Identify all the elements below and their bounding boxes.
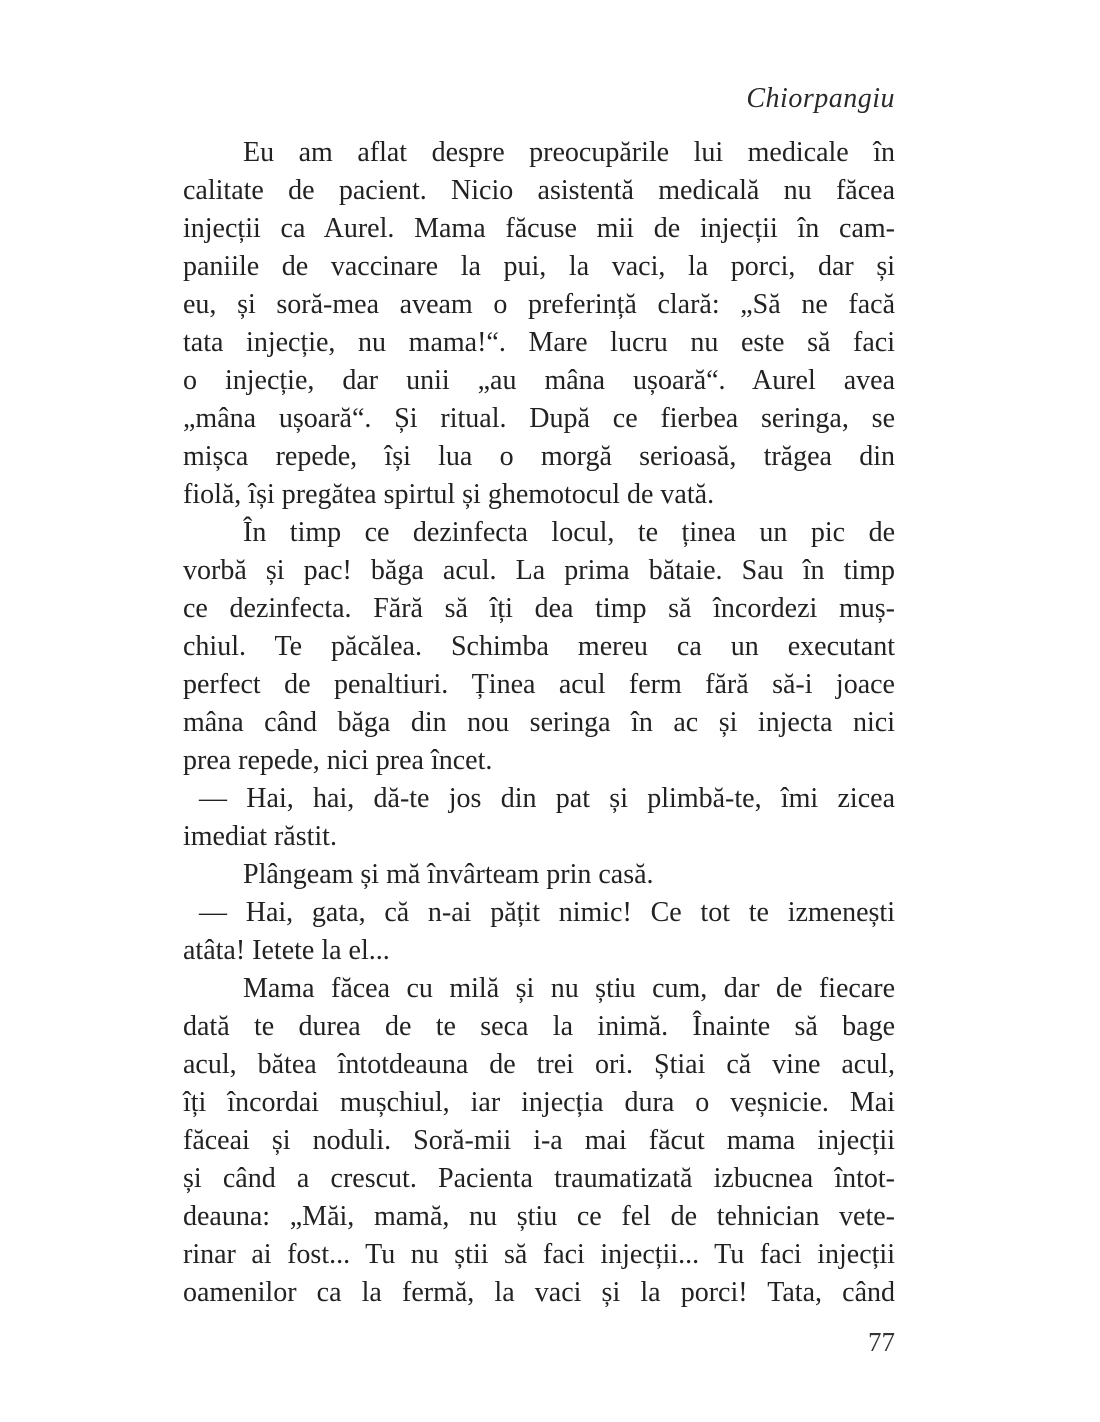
text-line: Mama făcea cu milă și nu știu cum, dar de fiecare xyxy=(243,973,895,1004)
text-line: mâna când băga din nou seringa în ac și injecta nici xyxy=(183,707,895,738)
text-line: oamenilor ca la fermă, la vaci și la porci! Tata, când xyxy=(183,1277,895,1308)
text-line: rinar ai fost... Tu nu știi să faci injecții... Tu faci injecții xyxy=(183,1239,895,1270)
text-line: vorbă și pac! băga acul. La prima bătaie. Sau în timp xyxy=(183,555,895,586)
paragraph-dialogue xyxy=(183,780,895,856)
text-line: „mâna ușoară“. Și ritual. După ce fierbea seringa, se xyxy=(183,403,895,434)
text-line: paniile de vaccinare la pui, la vaci, la porci, dar și xyxy=(183,251,895,282)
text-line: fiolă, își pregătea spirtul și ghemotocul de vată. xyxy=(183,479,715,510)
paragraph xyxy=(183,134,895,514)
text-line: perfect de penaltiuri. Ținea acul ferm fără să-i joace xyxy=(183,669,895,700)
page-number: 77 xyxy=(868,1327,895,1357)
text-line: ce dezinfecta. Fără să îți dea timp să încordezi muș- xyxy=(183,593,895,624)
text-line: — Hai, hai, dă-te jos din pat și plimbă-te, îmi zicea xyxy=(199,783,895,814)
text-line: Plângeam și mă învârteam prin casă. xyxy=(243,859,654,890)
text-line: imediat răstit. xyxy=(183,821,337,852)
text-line: făceai și noduli. Soră-mii i-a mai făcut mama injecții xyxy=(183,1125,895,1156)
running-header: Chiorpangiu xyxy=(746,83,895,114)
text-line: calitate de pacient. Nicio asistentă medicală nu făcea xyxy=(183,175,895,206)
text-line: eu, și soră-mea aveam o preferință clară: „Să ne facă xyxy=(183,289,895,320)
paragraph xyxy=(183,514,895,780)
text-line: prea repede, nici prea încet. xyxy=(183,745,493,776)
text-line: acul, bătea întotdeauna de trei ori. Știai că vine acul, xyxy=(183,1049,895,1080)
text-line: atâta! Ietete la el... xyxy=(183,935,390,966)
text-line: o injecție, dar unii „au mâna ușoară“. Aurel avea xyxy=(183,365,895,396)
text-line: — Hai, gata, că n-ai pățit nimic! Ce tot te izmenești xyxy=(199,897,895,928)
text-line: dată te durea de te seca la inimă. Înainte să bage xyxy=(183,1011,895,1042)
paragraph xyxy=(183,970,895,1312)
text-line: și când a crescut. Pacienta traumatizată izbucnea întot- xyxy=(183,1163,895,1194)
text-line: chiul. Te păcălea. Schimba mereu ca un executant xyxy=(183,631,895,662)
paragraph xyxy=(183,856,895,894)
text-line: deauna: „Măi, mamă, nu știu ce fel de tehnician vete- xyxy=(183,1201,895,1232)
paragraph-dialogue xyxy=(183,894,895,970)
text-line: mișca repede, își lua o morgă serioasă, trăgea din xyxy=(183,441,895,472)
text-line: tata injecție, nu mama!“. Mare lucru nu este să faci xyxy=(183,327,895,358)
text-line: îți încordai mușchiul, iar injecția dura o veșnicie. Mai xyxy=(183,1087,895,1118)
text-line: Eu am aflat despre preocupările lui medicale în xyxy=(243,137,895,168)
text-line: În timp ce dezinfecta locul, te ținea un pic de xyxy=(243,517,895,548)
text-line: injecții ca Aurel. Mama făcuse mii de injecții în cam- xyxy=(183,213,895,244)
text-block xyxy=(183,134,895,1312)
